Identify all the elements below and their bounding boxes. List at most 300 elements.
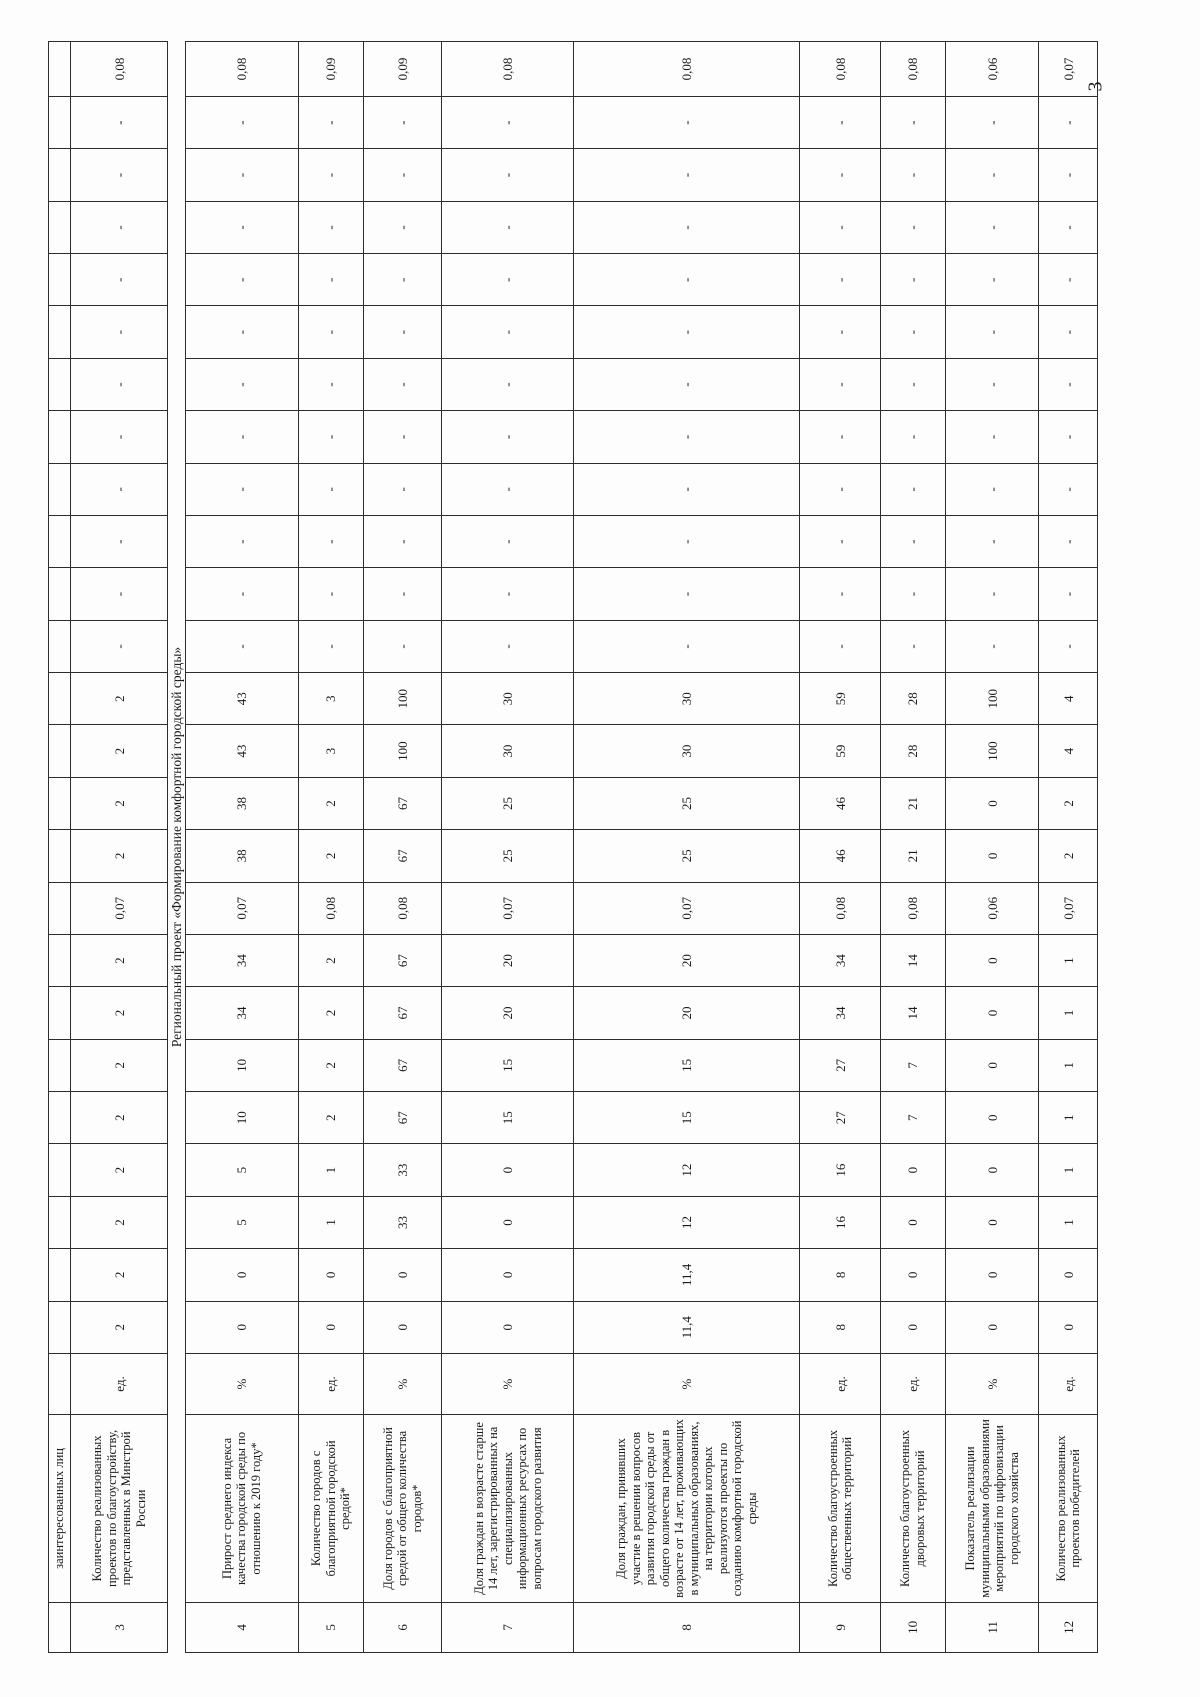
value-cell: - bbox=[70, 306, 168, 358]
value-cell: - bbox=[298, 254, 363, 306]
value-cell: - bbox=[185, 358, 298, 410]
value-cell: 67 bbox=[363, 777, 441, 829]
row-number-cell: 8 bbox=[574, 1602, 800, 1652]
row-number-cell: 4 bbox=[185, 1602, 298, 1652]
value-cell: 0,08 bbox=[363, 882, 441, 934]
value-cell: - bbox=[1039, 515, 1098, 567]
value-cell: - bbox=[945, 306, 1038, 358]
value-cell: 100 bbox=[363, 725, 441, 777]
value-cell: 34 bbox=[185, 987, 298, 1039]
value-cell: - bbox=[185, 254, 298, 306]
value-cell bbox=[49, 201, 71, 253]
table-row bbox=[363, 42, 441, 1653]
value-cell: - bbox=[363, 411, 441, 463]
value-cell: - bbox=[298, 306, 363, 358]
row-number-cell: 6 bbox=[363, 1602, 441, 1652]
value-cell: - bbox=[945, 620, 1038, 672]
value-cell: - bbox=[363, 201, 441, 253]
value-cell: - bbox=[574, 358, 800, 410]
value-cell: 2 bbox=[70, 1144, 168, 1196]
value-cell: - bbox=[574, 411, 800, 463]
value-cell bbox=[49, 463, 71, 515]
value-cell: 0,07 bbox=[574, 882, 800, 934]
value-cell: - bbox=[442, 254, 574, 306]
value-cell: 0 bbox=[1039, 1301, 1098, 1353]
value-cell bbox=[49, 673, 71, 725]
value-cell: 1 bbox=[1039, 1144, 1098, 1196]
value-cell: - bbox=[880, 306, 945, 358]
value-cell bbox=[49, 777, 71, 829]
value-cell: 15 bbox=[574, 1039, 800, 1091]
row-number-cell: 5 bbox=[298, 1602, 363, 1652]
value-cell: 7 bbox=[880, 1092, 945, 1144]
value-cell: - bbox=[70, 96, 168, 148]
value-cell: - bbox=[945, 515, 1038, 567]
value-cell: - bbox=[442, 96, 574, 148]
value-cell: 14 bbox=[880, 987, 945, 1039]
value-cell: 33 bbox=[363, 1144, 441, 1196]
value-cell: - bbox=[880, 201, 945, 253]
value-cell: 100 bbox=[945, 725, 1038, 777]
value-cell: 1 bbox=[1039, 1092, 1098, 1144]
value-cell: 46 bbox=[800, 830, 880, 882]
value-cell: 30 bbox=[442, 725, 574, 777]
value-cell: - bbox=[70, 358, 168, 410]
value-cell: 15 bbox=[574, 1092, 800, 1144]
value-cell: 2 bbox=[70, 1249, 168, 1301]
value-cell: 1 bbox=[298, 1196, 363, 1248]
value-cell: - bbox=[945, 201, 1038, 253]
value-cell: 2 bbox=[1039, 830, 1098, 882]
value-cell: - bbox=[442, 463, 574, 515]
value-cell: - bbox=[1039, 463, 1098, 515]
value-cell: 0,07 bbox=[185, 882, 298, 934]
table-row bbox=[70, 42, 168, 1653]
value-cell bbox=[49, 306, 71, 358]
indicator-name-cell: Количество городов с благоприятной городской средой* bbox=[298, 1415, 363, 1603]
value-cell: 3 bbox=[298, 673, 363, 725]
value-cell: 0 bbox=[298, 1301, 363, 1353]
value-cell: 0,07 bbox=[1039, 42, 1098, 97]
value-cell: - bbox=[298, 201, 363, 253]
page-number: 3 bbox=[1084, 81, 1107, 92]
value-cell: - bbox=[945, 149, 1038, 201]
unit-cell: % bbox=[185, 1353, 298, 1414]
value-cell: 1 bbox=[1039, 987, 1098, 1039]
value-cell: 0,07 bbox=[70, 882, 168, 934]
value-cell: 0,08 bbox=[442, 42, 574, 97]
value-cell: 11,4 bbox=[574, 1249, 800, 1301]
value-cell: 43 bbox=[185, 673, 298, 725]
value-cell: 38 bbox=[185, 830, 298, 882]
value-cell: - bbox=[442, 201, 574, 253]
value-cell: - bbox=[1039, 149, 1098, 201]
value-cell: - bbox=[363, 515, 441, 567]
value-cell: - bbox=[298, 515, 363, 567]
value-cell: 27 bbox=[800, 1092, 880, 1144]
value-cell: 0 bbox=[945, 934, 1038, 986]
value-cell: 0,07 bbox=[442, 882, 574, 934]
unit-cell: ед. bbox=[880, 1353, 945, 1414]
row-number-cell bbox=[49, 1602, 71, 1652]
value-cell: - bbox=[70, 568, 168, 620]
value-cell: - bbox=[880, 568, 945, 620]
indicator-name-cell: Доля граждан, принявших участие в решении вопросов развития городской среды от общего количества граждан в возрасте от 14 лет, проживающих в муниципальных образованиях, на территории которых реализуются проекты по созданию комфортной городской среды bbox=[574, 1415, 800, 1603]
value-cell: - bbox=[574, 568, 800, 620]
value-cell: 0,08 bbox=[574, 42, 800, 97]
value-cell: - bbox=[880, 620, 945, 672]
value-cell: 5 bbox=[185, 1144, 298, 1196]
row-number-cell: 3 bbox=[70, 1602, 168, 1652]
value-cell: 2 bbox=[298, 987, 363, 1039]
unit-cell: ед. bbox=[1039, 1353, 1098, 1414]
value-cell: 59 bbox=[800, 725, 880, 777]
value-cell: 2 bbox=[70, 830, 168, 882]
table-row-continuation bbox=[49, 42, 71, 1653]
indicator-name-cell: Количество реализованных проектов победителей bbox=[1039, 1415, 1098, 1603]
value-cell: 0 bbox=[945, 1249, 1038, 1301]
value-cell: 11,4 bbox=[574, 1301, 800, 1353]
unit-cell: % bbox=[363, 1353, 441, 1414]
value-cell: - bbox=[945, 254, 1038, 306]
value-cell bbox=[49, 568, 71, 620]
value-cell: 0 bbox=[880, 1144, 945, 1196]
value-cell: 0,07 bbox=[1039, 882, 1098, 934]
value-cell: 33 bbox=[363, 1196, 441, 1248]
value-cell: 2 bbox=[70, 1039, 168, 1091]
value-cell: - bbox=[298, 411, 363, 463]
value-cell bbox=[49, 1144, 71, 1196]
value-cell bbox=[49, 1301, 71, 1353]
table-row bbox=[574, 42, 800, 1653]
value-cell: 0 bbox=[880, 1301, 945, 1353]
value-cell: 43 bbox=[185, 725, 298, 777]
value-cell: - bbox=[70, 620, 168, 672]
value-cell bbox=[49, 1249, 71, 1301]
value-cell: 2 bbox=[70, 725, 168, 777]
value-cell: 34 bbox=[185, 934, 298, 986]
value-cell: - bbox=[442, 411, 574, 463]
value-cell bbox=[49, 42, 71, 97]
indicators-table bbox=[48, 41, 1098, 1653]
value-cell: - bbox=[70, 149, 168, 201]
unit-cell: % bbox=[442, 1353, 574, 1414]
value-cell: 25 bbox=[574, 777, 800, 829]
value-cell: 16 bbox=[800, 1144, 880, 1196]
row-number-cell: 9 bbox=[800, 1602, 880, 1652]
value-cell bbox=[49, 987, 71, 1039]
value-cell: - bbox=[800, 515, 880, 567]
value-cell: - bbox=[1039, 254, 1098, 306]
table-row bbox=[298, 42, 363, 1653]
value-cell: 21 bbox=[880, 830, 945, 882]
value-cell: - bbox=[574, 96, 800, 148]
value-cell: - bbox=[800, 254, 880, 306]
value-cell: 0 bbox=[442, 1196, 574, 1248]
value-cell: 2 bbox=[298, 934, 363, 986]
indicator-name-cell: Доля граждан в возрасте старше 14 лет, зарегистрированных на специализированных информационных ресурсах по вопросам городского развития bbox=[442, 1415, 574, 1603]
value-cell: 28 bbox=[880, 673, 945, 725]
value-cell: 2 bbox=[298, 1092, 363, 1144]
value-cell: 0,08 bbox=[70, 42, 168, 97]
value-cell: 30 bbox=[442, 673, 574, 725]
value-cell: - bbox=[1039, 306, 1098, 358]
value-cell: 67 bbox=[363, 830, 441, 882]
value-cell bbox=[49, 411, 71, 463]
value-cell: 34 bbox=[800, 934, 880, 986]
row-number-cell: 12 bbox=[1039, 1602, 1098, 1652]
value-cell: 100 bbox=[363, 673, 441, 725]
value-cell: - bbox=[574, 515, 800, 567]
value-cell: 2 bbox=[298, 777, 363, 829]
value-cell: - bbox=[880, 254, 945, 306]
value-cell: - bbox=[574, 149, 800, 201]
value-cell bbox=[49, 1353, 71, 1414]
value-cell: 10 bbox=[185, 1039, 298, 1091]
value-cell: 8 bbox=[800, 1301, 880, 1353]
value-cell: 15 bbox=[442, 1092, 574, 1144]
indicator-name-cell: Количество реализованных проектов по благоустройству, представленных в Минстрой России bbox=[70, 1415, 168, 1603]
value-cell: 15 bbox=[442, 1039, 574, 1091]
section-heading-row bbox=[168, 42, 185, 1653]
row-number-cell: 7 bbox=[442, 1602, 574, 1652]
value-cell: - bbox=[363, 620, 441, 672]
row-number-cell: 11 bbox=[945, 1602, 1038, 1652]
indicator-name-cell: заинтересованных лиц bbox=[49, 1415, 71, 1603]
table-row bbox=[1039, 42, 1098, 1653]
value-cell: - bbox=[70, 254, 168, 306]
value-cell: 67 bbox=[363, 1092, 441, 1144]
value-cell: 0,06 bbox=[945, 42, 1038, 97]
value-cell: - bbox=[945, 463, 1038, 515]
value-cell: 25 bbox=[574, 830, 800, 882]
value-cell: - bbox=[945, 96, 1038, 148]
value-cell: - bbox=[800, 358, 880, 410]
value-cell: 2 bbox=[70, 934, 168, 986]
value-cell: 0,06 bbox=[945, 882, 1038, 934]
value-cell: 0 bbox=[945, 830, 1038, 882]
value-cell: 30 bbox=[574, 725, 800, 777]
value-cell: - bbox=[800, 96, 880, 148]
indicator-name-cell: Количество благоустроенных дворовых территорий bbox=[880, 1415, 945, 1603]
value-cell bbox=[49, 620, 71, 672]
value-cell: - bbox=[185, 568, 298, 620]
value-cell: 4 bbox=[1039, 725, 1098, 777]
value-cell bbox=[49, 515, 71, 567]
value-cell: - bbox=[1039, 358, 1098, 410]
value-cell: - bbox=[442, 568, 574, 620]
value-cell: 5 bbox=[185, 1196, 298, 1248]
value-cell bbox=[49, 1196, 71, 1248]
value-cell: - bbox=[70, 201, 168, 253]
value-cell: 0 bbox=[945, 1196, 1038, 1248]
value-cell: - bbox=[442, 149, 574, 201]
value-cell: 27 bbox=[800, 1039, 880, 1091]
value-cell bbox=[49, 254, 71, 306]
value-cell: 59 bbox=[800, 673, 880, 725]
value-cell: 10 bbox=[185, 1092, 298, 1144]
value-cell: - bbox=[880, 411, 945, 463]
value-cell: - bbox=[363, 306, 441, 358]
value-cell: 100 bbox=[945, 673, 1038, 725]
value-cell: 0 bbox=[442, 1301, 574, 1353]
indicator-name-cell: Количество благоустроенных общественных территорий bbox=[800, 1415, 880, 1603]
value-cell: - bbox=[800, 463, 880, 515]
value-cell: - bbox=[800, 411, 880, 463]
value-cell: - bbox=[363, 463, 441, 515]
value-cell: 30 bbox=[574, 673, 800, 725]
value-cell: - bbox=[185, 306, 298, 358]
value-cell: 20 bbox=[574, 987, 800, 1039]
value-cell: - bbox=[574, 306, 800, 358]
value-cell: - bbox=[298, 568, 363, 620]
value-cell: 0,08 bbox=[880, 42, 945, 97]
unit-cell: ед. bbox=[298, 1353, 363, 1414]
value-cell: 0,08 bbox=[185, 42, 298, 97]
table-row bbox=[185, 42, 298, 1653]
value-cell: - bbox=[70, 411, 168, 463]
value-cell: 25 bbox=[442, 830, 574, 882]
value-cell: - bbox=[298, 96, 363, 148]
value-cell: - bbox=[185, 149, 298, 201]
value-cell: 0 bbox=[185, 1249, 298, 1301]
value-cell bbox=[49, 934, 71, 986]
value-cell: 0 bbox=[185, 1301, 298, 1353]
value-cell bbox=[49, 96, 71, 148]
value-cell: 0 bbox=[363, 1301, 441, 1353]
value-cell: - bbox=[70, 515, 168, 567]
value-cell: 0 bbox=[363, 1249, 441, 1301]
indicator-name-cell: Показатель реализации муниципальными образованиями мероприятий по цифровизации городского хозяйства bbox=[945, 1415, 1038, 1603]
value-cell: 12 bbox=[574, 1196, 800, 1248]
value-cell: 0 bbox=[442, 1144, 574, 1196]
value-cell: - bbox=[185, 463, 298, 515]
value-cell: - bbox=[298, 620, 363, 672]
value-cell: 0 bbox=[442, 1249, 574, 1301]
value-cell bbox=[49, 882, 71, 934]
value-cell: - bbox=[800, 620, 880, 672]
value-cell: - bbox=[800, 201, 880, 253]
value-cell: 0,08 bbox=[800, 882, 880, 934]
value-cell: 1 bbox=[1039, 1196, 1098, 1248]
value-cell: - bbox=[574, 463, 800, 515]
value-cell: 0,09 bbox=[298, 42, 363, 97]
value-cell: 0 bbox=[298, 1249, 363, 1301]
value-cell: 34 bbox=[800, 987, 880, 1039]
table-row bbox=[800, 42, 880, 1653]
value-cell: - bbox=[185, 201, 298, 253]
value-cell: - bbox=[574, 254, 800, 306]
value-cell: 12 bbox=[574, 1144, 800, 1196]
table-row bbox=[880, 42, 945, 1653]
value-cell: - bbox=[442, 620, 574, 672]
value-cell: 2 bbox=[70, 987, 168, 1039]
value-cell: - bbox=[70, 463, 168, 515]
value-cell: 2 bbox=[70, 673, 168, 725]
value-cell: 0 bbox=[1039, 1249, 1098, 1301]
value-cell: - bbox=[800, 568, 880, 620]
value-cell: 0 bbox=[945, 1039, 1038, 1091]
value-cell: 2 bbox=[298, 830, 363, 882]
section-title: Региональный проект «Формирование комфортной городской среды» bbox=[168, 42, 185, 1653]
value-cell: - bbox=[880, 358, 945, 410]
value-cell: 2 bbox=[70, 1092, 168, 1144]
value-cell: - bbox=[1039, 568, 1098, 620]
value-cell: - bbox=[363, 358, 441, 410]
value-cell: 28 bbox=[880, 725, 945, 777]
value-cell: - bbox=[185, 620, 298, 672]
value-cell: 20 bbox=[574, 934, 800, 986]
value-cell: 0 bbox=[945, 987, 1038, 1039]
value-cell: 16 bbox=[800, 1196, 880, 1248]
value-cell: - bbox=[185, 411, 298, 463]
unit-cell: ед. bbox=[70, 1353, 168, 1414]
value-cell: 67 bbox=[363, 1039, 441, 1091]
unit-cell: % bbox=[945, 1353, 1038, 1414]
value-cell: 0,08 bbox=[880, 882, 945, 934]
value-cell bbox=[49, 149, 71, 201]
value-cell: 0 bbox=[945, 1092, 1038, 1144]
value-cell: 38 bbox=[185, 777, 298, 829]
value-cell: 7 bbox=[880, 1039, 945, 1091]
value-cell: 1 bbox=[1039, 1039, 1098, 1091]
value-cell: - bbox=[880, 149, 945, 201]
value-cell: 0,08 bbox=[298, 882, 363, 934]
value-cell: - bbox=[442, 358, 574, 410]
value-cell: 2 bbox=[298, 1039, 363, 1091]
value-cell: - bbox=[363, 568, 441, 620]
value-cell bbox=[49, 725, 71, 777]
value-cell: - bbox=[945, 568, 1038, 620]
value-cell bbox=[49, 1092, 71, 1144]
value-cell: 0,08 bbox=[800, 42, 880, 97]
value-cell: - bbox=[574, 201, 800, 253]
table-row bbox=[945, 42, 1038, 1653]
table-body bbox=[49, 42, 1098, 1653]
value-cell: 2 bbox=[70, 1301, 168, 1353]
value-cell: 20 bbox=[442, 934, 574, 986]
value-cell: - bbox=[945, 411, 1038, 463]
value-cell: 4 bbox=[1039, 673, 1098, 725]
value-cell: - bbox=[880, 463, 945, 515]
value-cell: 20 bbox=[442, 987, 574, 1039]
value-cell: 3 bbox=[298, 725, 363, 777]
indicator-name-cell: Доля городов с благоприятной средой от общего количества городов* bbox=[363, 1415, 441, 1603]
value-cell: - bbox=[298, 358, 363, 410]
rotated-table-container bbox=[48, 41, 1098, 1653]
value-cell: 0 bbox=[945, 1144, 1038, 1196]
value-cell: 25 bbox=[442, 777, 574, 829]
value-cell: - bbox=[945, 358, 1038, 410]
value-cell: - bbox=[185, 515, 298, 567]
value-cell bbox=[49, 830, 71, 882]
value-cell: 0 bbox=[945, 777, 1038, 829]
value-cell: 14 bbox=[880, 934, 945, 986]
value-cell: - bbox=[298, 149, 363, 201]
value-cell: - bbox=[442, 306, 574, 358]
value-cell: - bbox=[298, 463, 363, 515]
value-cell: 67 bbox=[363, 987, 441, 1039]
value-cell: - bbox=[363, 149, 441, 201]
row-number-cell: 10 bbox=[880, 1602, 945, 1652]
value-cell: 2 bbox=[70, 777, 168, 829]
value-cell: 8 bbox=[800, 1249, 880, 1301]
table-row bbox=[442, 42, 574, 1653]
value-cell bbox=[49, 358, 71, 410]
value-cell: - bbox=[880, 515, 945, 567]
value-cell: 0 bbox=[945, 1301, 1038, 1353]
indicator-name-cell: Прирост среднего индекса качества городской среды по отношению к 2019 году* bbox=[185, 1415, 298, 1603]
